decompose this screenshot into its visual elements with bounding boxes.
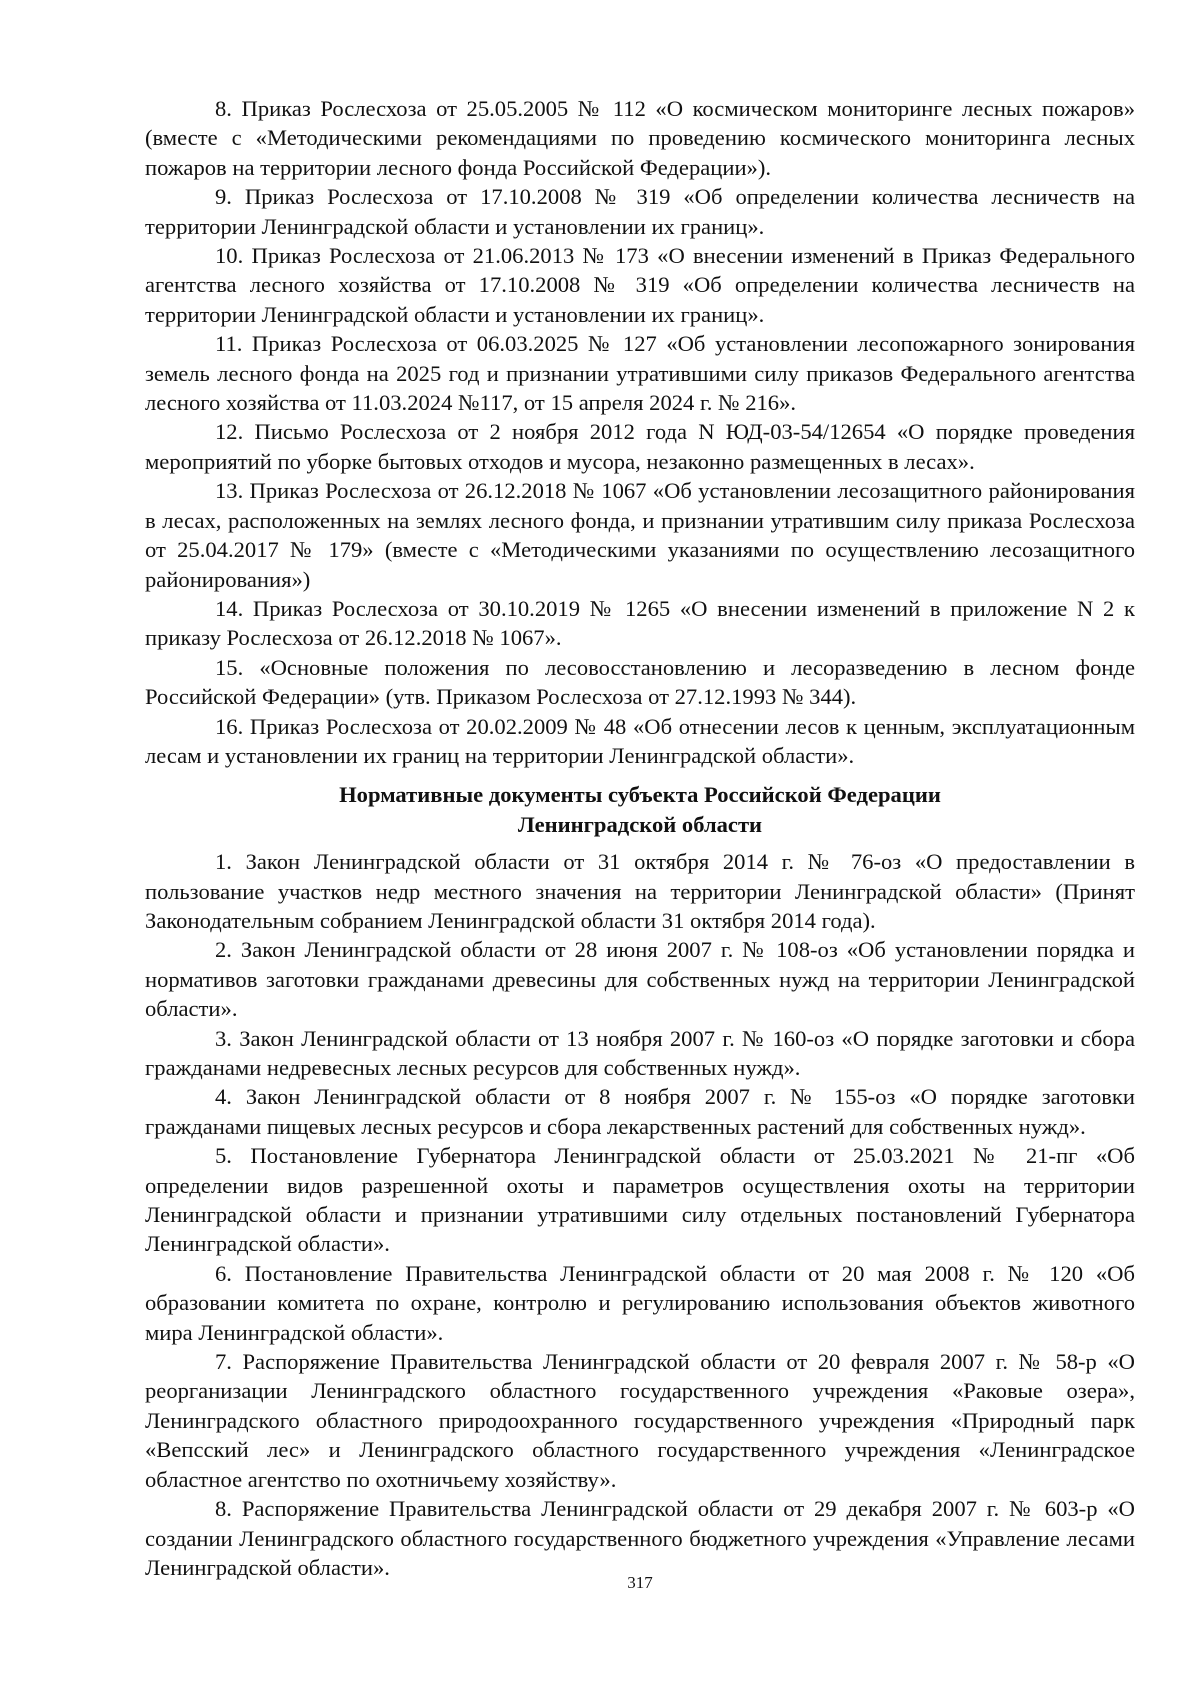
list-item: 11. Приказ Рослесхоза от 06.03.2025 № 127 «Об установлении лесопожарного зонирования земель лесного фонда на 2025 год и признании утратившими силу приказов Федерального агентства лесного хозяйства от 11.03.2024 №117, от 15 апреля 2024 г. № 216».	[145, 331, 1135, 416]
list-item: 2. Закон Ленинградской области от 28 июня 2007 г. № 108-оз «Об установлении порядка и нормативов заготовки гражданами древесины для собственных нужд на территории Ленинградской области».	[145, 937, 1135, 1022]
section-heading-line: Нормативные документы субъекта Российской Федерации	[339, 782, 941, 808]
federal-documents-list	[145, 94, 1135, 770]
list-item: 8. Распоряжение Правительства Ленинградской области от 29 декабря 2007 г. № 603-р «О создании Ленинградского областного государственного бюджетного учреждения «Управление лесами Ленинградской области».	[145, 1496, 1135, 1580]
list-item: 1. Закон Ленинградской области от 31 октября 2014 г. № 76-оз «О предоставлении в пользование участков недр местного значения на территории Ленинградской области» (Принят Законодательным собранием Ленинградской области 31 октября 2014 года).	[145, 849, 1135, 933]
section-heading-line: Ленинградской области	[517, 811, 763, 837]
list-item: 6. Постановление Правительства Ленинградской области от 20 мая 2008 г. № 120 «Об образовании комитета по охране, контролю и регулированию использования объектов животного мира Ленинградской области».	[145, 1260, 1135, 1345]
section-heading	[145, 780, 1135, 839]
list-item: 7. Распоряжение Правительства Ленинградской области от 20 февраля 2007 г. № 58-р «О реорганизации Ленинградского областного государственного учреждения «Раковые озера», Ленинградского областного природоохранного государственного учреждения «Природный парк «Вепсский лес» и Ленинградского областного государственного учреждения «Ленинградское областное агентство по охотничьему хозяйству».	[145, 1349, 1135, 1492]
page-number: 317	[627, 1573, 653, 1592]
list-item: 12. Письмо Рослесхоза от 2 ноября 2012 года N ЮД-03-54/12654 «О порядке проведения мероприятий по уборке бытовых отходов и мусора, незаконно размещенных в лесах».	[145, 419, 1135, 474]
list-item: 3. Закон Ленинградской области от 13 ноября 2007 г. № 160-оз «О порядке заготовки и сбора гражданами недревесных лесных ресурсов для собственных нужд».	[145, 1025, 1135, 1080]
list-item: 10. Приказ Рослесхоза от 21.06.2013 № 173 «О внесении изменений в Приказ Федерального агентства лесного хозяйства от 17.10.2008 № 319 «Об определении количества лесничеств на территории Ленинградской области и установлении их границ».	[145, 243, 1135, 327]
list-item: 5. Постановление Губернатора Ленинградской области от 25.03.2021 № 21-пг «Об определении видов разрешенной охоты и параметров осуществления охоты на территории Ленинградской области и признании утратившими силу отдельных постановлений Губернатора Ленинградской области».	[145, 1143, 1135, 1257]
list-item: 13. Приказ Рослесхоза от 26.12.2018 № 1067 «Об установлении лесозащитного районирования в лесах, расположенных на землях лесного фонда, и признании утратившим силу приказа Рослесхоза от 25.04.2017 № 179» (вместе с «Методическими указаниями по осуществлению лесозащитного районирования»)	[145, 478, 1135, 592]
list-item: 8. Приказ Рослесхоза от 25.05.2005 № 112 «О космическом мониторинге лесных пожаров» (вместе с «Методическими рекомендациями по проведению космического мониторинга лесных пожаров на территории лесного фонда Российской Федерации»).	[145, 96, 1135, 180]
list-item: 14. Приказ Рослесхоза от 30.10.2019 № 1265 «О внесении изменений в приложение N 2 к приказу Рослесхоза от 26.12.2018 № 1067».	[145, 595, 1135, 651]
list-item: 9. Приказ Рослесхоза от 17.10.2008 № 319 «Об определении количества лесничеств на территории Ленинградской области и установлении их границ».	[145, 184, 1135, 239]
list-item: 16. Приказ Рослесхоза от 20.02.2009 № 48 «Об отнесении лесов к ценным, эксплуатационным лесам и установлении их границ на территории Ленинградской области».	[145, 713, 1135, 768]
list-item: 4. Закон Ленинградской области от 8 ноября 2007 г. № 155-оз «О порядке заготовки гражданами пищевых лесных ресурсов и сбора лекарственных растений для собственных нужд».	[145, 1084, 1135, 1139]
regional-documents-list	[145, 847, 1135, 1582]
document-page	[145, 94, 1135, 1582]
list-item: 15. «Основные положения по лесовосстановлению и лесоразведению в лесном фонде Российской Федерации» (утв. Приказом Рослесхоза от 27.12.1993 № 344).	[145, 654, 1135, 710]
